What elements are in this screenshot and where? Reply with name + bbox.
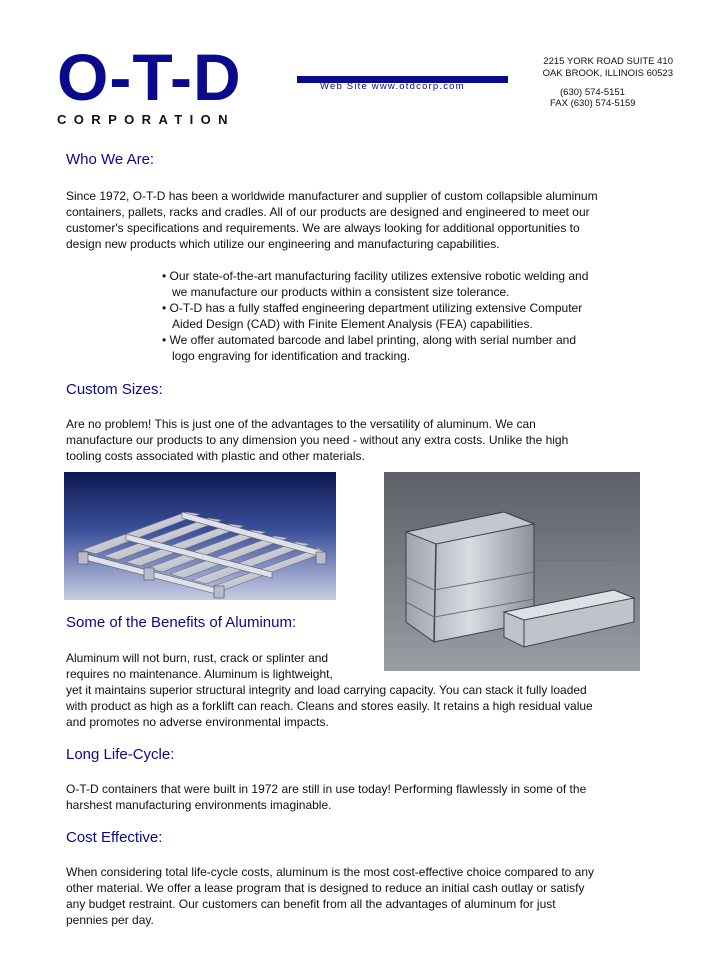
company-logo: O-T-D bbox=[57, 40, 242, 114]
text-line: harshest manufacturing environments imaginable. bbox=[66, 798, 332, 812]
text-line: requires no maintenance. Aluminum is lightweight, bbox=[66, 667, 333, 681]
fax-number: FAX (630) 574-5159 bbox=[550, 98, 636, 109]
bullet-item: • O-T-D has a fully staffed engineering department utilizing extensive Computer Aided Design (CAD) with Finite Element Analysis (FEA) capabilities. bbox=[162, 301, 583, 331]
text-line: Aluminum will not burn, rust, crack or splinter and bbox=[66, 651, 329, 665]
text-line: O-T-D containers that were built in 1972 are still in use today! Performing flawlessly in some of the bbox=[66, 782, 587, 796]
paragraph-benefits bbox=[66, 650, 593, 730]
phone-number: (630) 574-5151 bbox=[560, 87, 625, 98]
text-line: other material. We offer a lease program that is designed to reduce an initial cash outlay or satisfy bbox=[66, 881, 585, 895]
text-line: manufacture our products to any dimension you need - without any extra costs. Unlike the high bbox=[66, 433, 569, 447]
text-line: with product as high as a forklift can reach. Cleans and stores easily. It retains a high residual value bbox=[66, 699, 593, 713]
text-line: pennies per day. bbox=[66, 913, 154, 927]
heading-long-life-cycle: Long Life-Cycle: bbox=[66, 746, 175, 763]
paragraph-cost-effective bbox=[66, 864, 594, 928]
bullet-item: • Our state-of-the-art manufacturing facility utilizes extensive robotic welding and we manufacture our products within a consistent size tolerance. bbox=[162, 269, 589, 299]
text-line: and promotes no adverse environmental impacts. bbox=[66, 715, 329, 729]
text-line: yet it maintains superior structural integrity and load carrying capacity. You can stack it fully loaded bbox=[66, 683, 587, 697]
text-line: customer's specifications and requirements. We are always looking for additional opportunities to bbox=[66, 221, 580, 235]
paragraph-who-we-are bbox=[66, 188, 598, 252]
text-line: any budget restraint. Our customers can benefit from all the advantages of aluminum for just bbox=[66, 897, 556, 911]
text-line: Since 1972, O-T-D has been a worldwide manufacturer and supplier of custom collapsible aluminum bbox=[66, 189, 598, 203]
text-line: When considering total life-cycle costs, aluminum is the most cost-effective choice compared to any bbox=[66, 865, 595, 879]
bullet-item: • We offer automated barcode and label printing, along with serial number and logo engraving for identification and tracking. bbox=[162, 333, 577, 363]
text-line: containers, pallets, racks and cradles. All of our products are designed and engineered to meet our bbox=[66, 205, 590, 219]
address-line-2: OAK BROOK, ILLINOIS 60523 bbox=[542, 68, 673, 79]
bullet-list bbox=[162, 268, 588, 364]
heading-benefits: Some of the Benefits of Aluminum: bbox=[66, 614, 297, 631]
heading-who-we-are: Who We Are: bbox=[66, 151, 155, 168]
heading-cost-effective: Cost Effective: bbox=[66, 829, 163, 846]
paragraph-custom-sizes bbox=[66, 416, 568, 464]
collapsible-container-image bbox=[384, 472, 640, 671]
address-line-1: 2215 YORK ROAD SUITE 410 bbox=[543, 56, 673, 67]
text-line: tooling costs associated with plastic and other materials. bbox=[66, 449, 365, 463]
website-link[interactable]: Web Site www.otdcorp.com bbox=[320, 81, 465, 92]
heading-custom-sizes: Custom Sizes: bbox=[66, 381, 163, 398]
text-line: Are no problem! This is just one of the advantages to the versatility of aluminum. We can bbox=[66, 417, 536, 431]
text-line: design new products which utilize our engineering and manufacturing capabilities. bbox=[66, 237, 500, 251]
aluminum-pallet-image bbox=[64, 472, 336, 600]
paragraph-long-life-cycle bbox=[66, 781, 586, 813]
company-subtitle: CORPORATION bbox=[57, 112, 235, 127]
